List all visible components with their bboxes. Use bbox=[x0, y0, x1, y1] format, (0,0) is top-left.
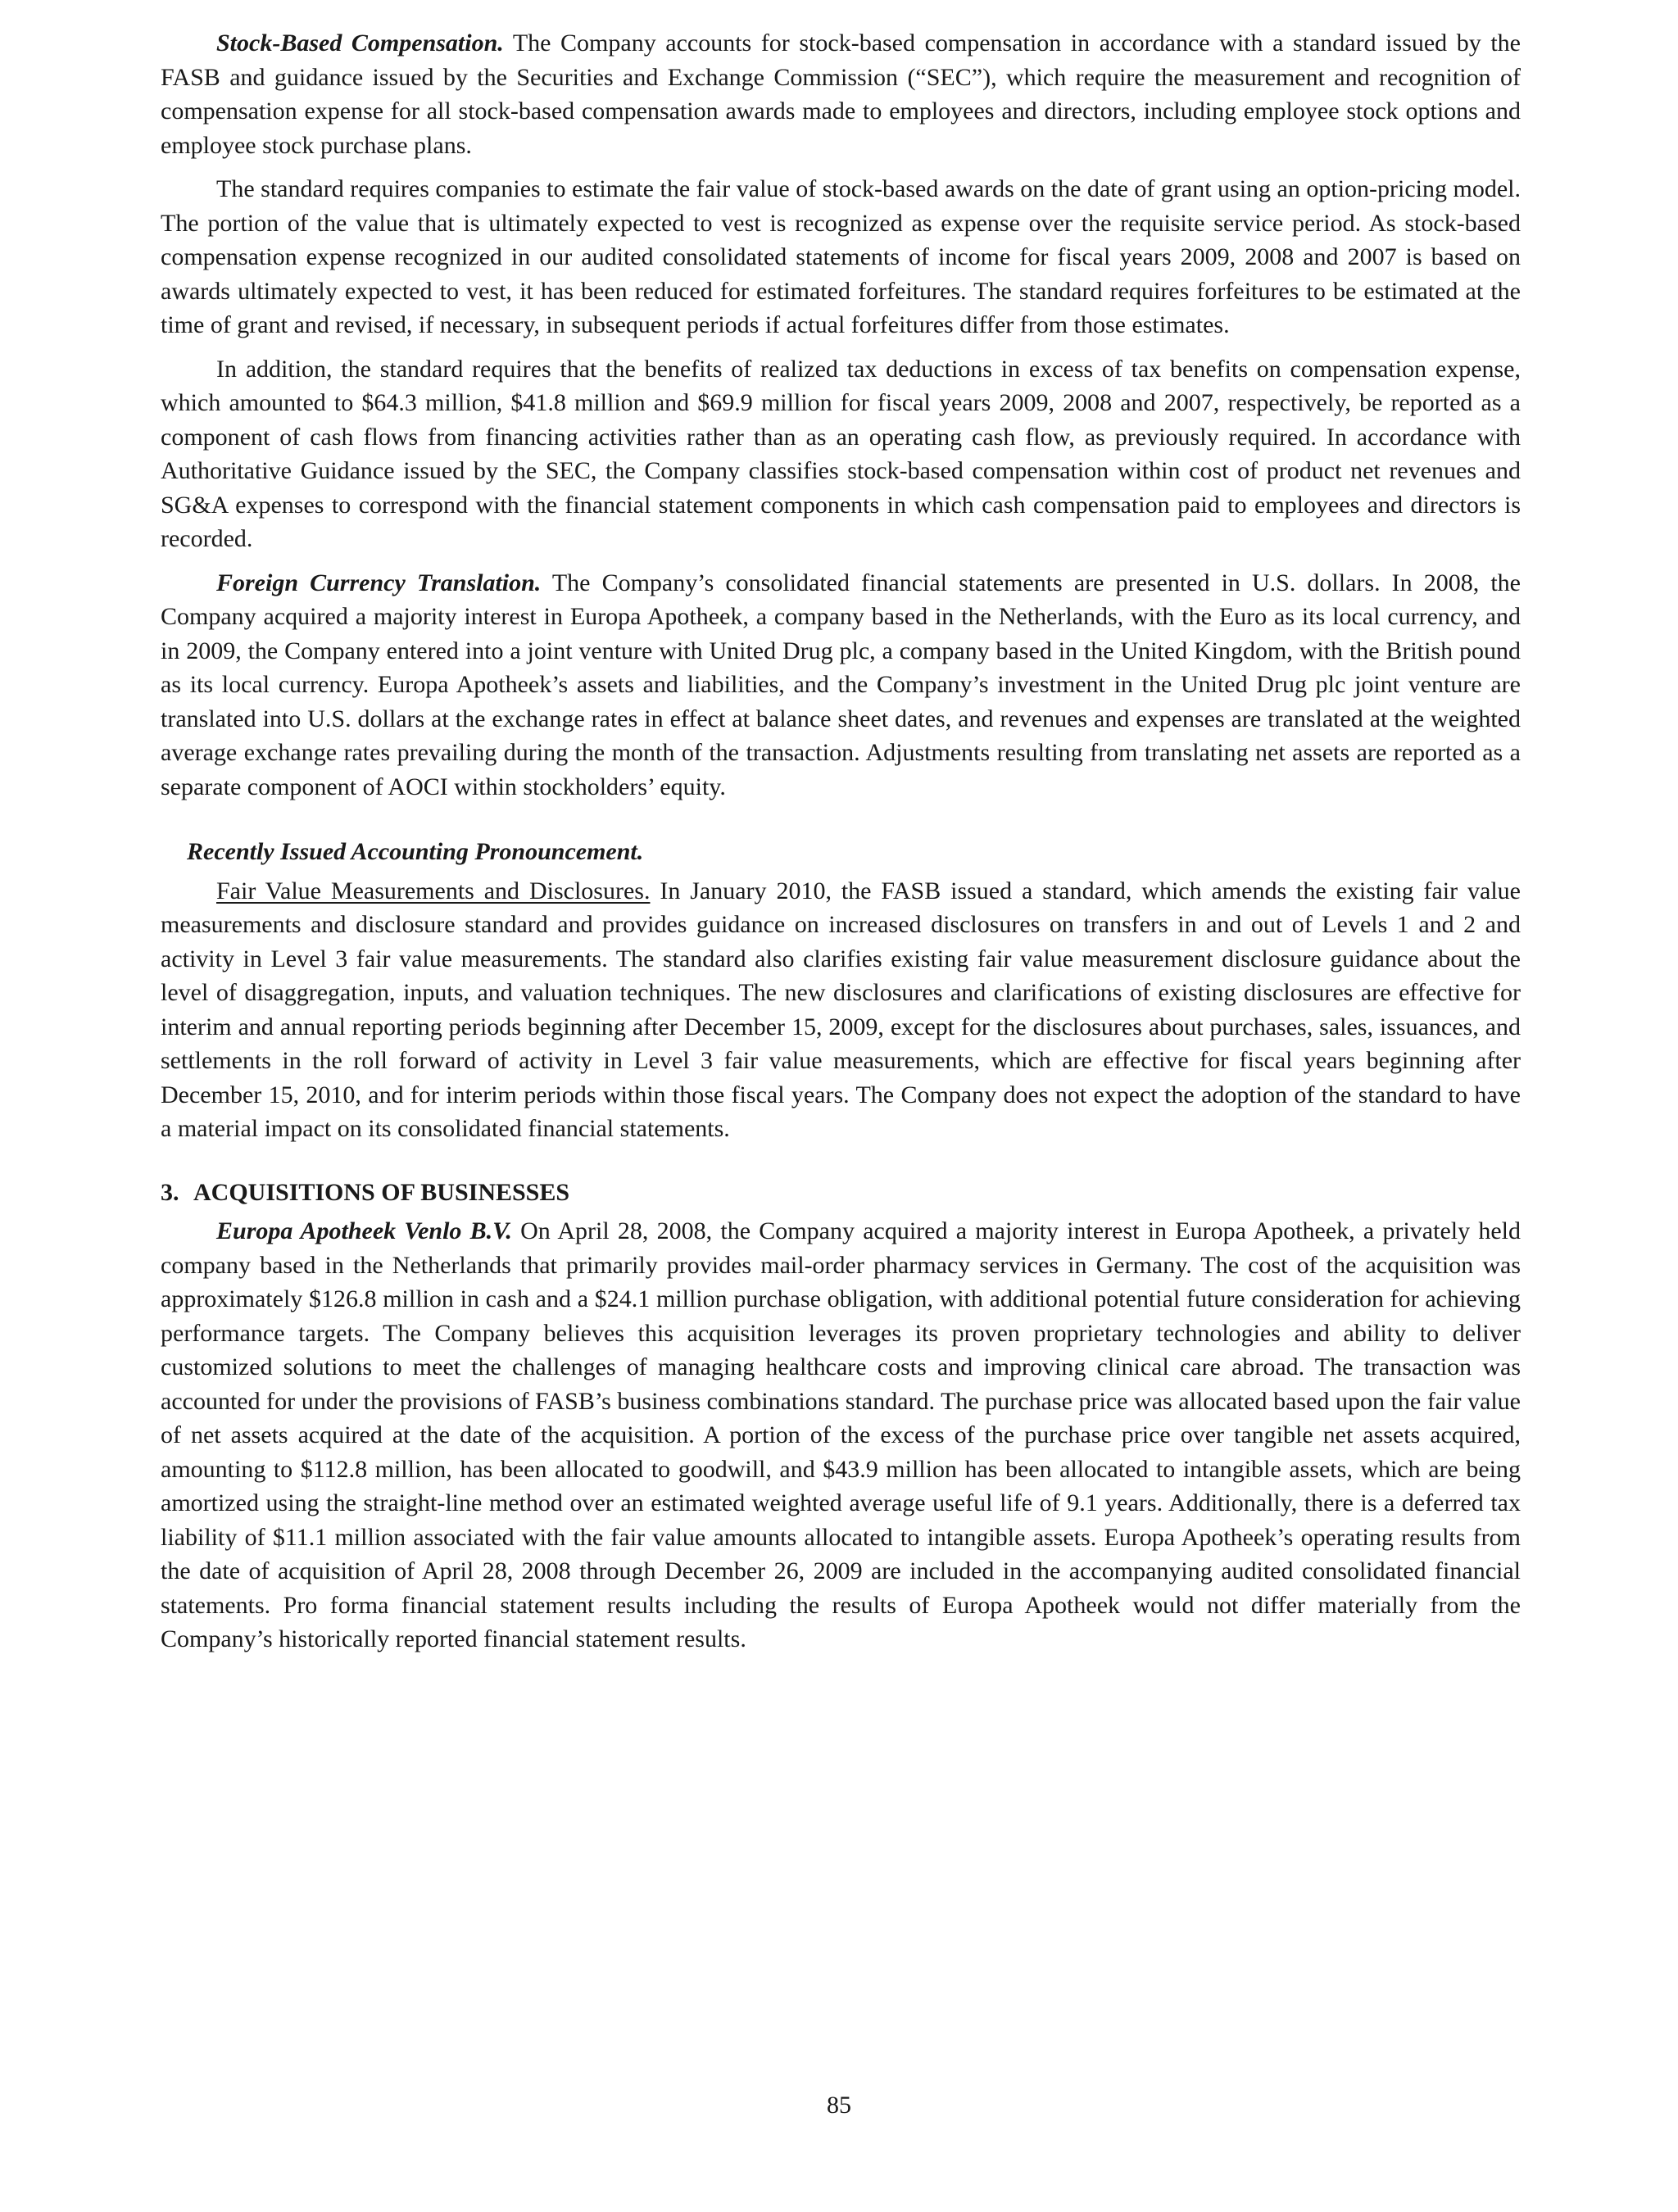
heading-recently-issued: Recently Issued Accounting Pronouncement. bbox=[187, 838, 644, 865]
text-europa-apotheek: On April 28, 2008, the Company acquired a majority interest in Europa Apotheek, a privately held company based in the Netherlands that primarily provides mail-order pharmacy services in Germany. The cost of the acquisition was approximately $126.8 million in cash and a $24.1 million purchase obligation, with additional potential future consideration for achieving performance targets. The Company believes this acquisition leverages its proven proprietary technologies and ability to deliver customized solutions to meet the challenges of managing healthcare costs and improving clinical care abroad. The transaction was accounted for under the provisions of FASB’s business combinations standard. The purchase price was allocated based upon the fair value of net assets acquired at the date of the acquisition. A portion of the excess of the purchase price over tangible net assets acquired, amounting to $112.8 million, has been allocated to goodwill, and $43.9 million has been allocated to intangible assets, which are being amortized using the straight-line method over an estimated weighted average useful life of 9.1 years. Additionally, there is a deferred tax liability of $11.1 million associated with the fair value amounts allocated to intangible assets. Europa Apotheek’s operating results from the date of acquisition of April 28, 2008 through December 26, 2009 are included in the accompanying audited consolidated financial statements. Pro forma financial statement results including the results of Europa Apotheek would not differ materially from the Company’s historically reported financial statement results. bbox=[161, 1217, 1521, 1652]
heading-stock-based-compensation: Stock-Based Compensation. bbox=[216, 29, 504, 57]
section-number: 3. bbox=[161, 1178, 179, 1206]
paragraph-foreign-currency bbox=[161, 566, 1521, 805]
text-stock-based-compensation: The Company accounts for stock-based compensation in accordance with a standard issued by the FASB and guidance issued by the Securities and Exchange Commission (“SEC”), which require the measurement and recognition of compensation expense for all stock-based compensation awards made to employees and directors, including employee stock options and employee stock purchase plans. bbox=[161, 29, 1521, 159]
paragraph-fair-value bbox=[161, 874, 1521, 1146]
paragraph-standard-requires: The standard requires companies to estimate the fair value of stock-based awards on the date of grant using an option-pricing model. The portion of the value that is ultimately expected to vest is recognized as expense over the requisite service period. As stock-based compensation expense recognized in our audited consolidated statements of income for fiscal years 2009, 2008 and 2007 is based on awards ultimately expected to vest, it has been reduced for estimated forfeitures. The standard requires forfeitures to be estimated at the time of grant and revised, if necessary, in subsequent periods if actual forfeitures differ from those estimates. bbox=[161, 175, 1521, 338]
document-page bbox=[161, 26, 1521, 1666]
paragraph-in-addition: In addition, the standard requires that the benefits of realized tax deductions in excess of tax benefits on compensation expense, which amounted to $64.3 million, $41.8 million and $69.9 million for fiscal years 2009, 2008 and 2007, respectively, be reported as a component of cash flows from financing activities rather than as an operating cash flow, as previously required. In accordance with Authoritative Guidance issued by the SEC, the Company classifies stock-based compensation within cost of product net revenues and SG&A expenses to correspond with the financial statement components in which cash compensation paid to employees and directors is recorded. bbox=[161, 355, 1521, 552]
page-number: 85 bbox=[827, 2092, 851, 2119]
paragraph-europa-apotheek bbox=[161, 1214, 1521, 1657]
heading-europa-apotheek: Europa Apotheek Venlo B.V. bbox=[216, 1217, 512, 1244]
heading-foreign-currency: Foreign Currency Translation. bbox=[216, 569, 542, 596]
text-foreign-currency: The Company’s consolidated financial statements are presented in U.S. dollars. In 2008, the Company acquired a majority interest in Europa Apotheek, a company based in the Netherlands, with the Euro as its local currency, and in 2009, the Company entered into a joint venture with United Drug plc, a company based in the United Kingdom, with the British pound as its local currency. Europa Apotheek’s assets and liabilities, and the Company’s investment in the United Drug plc joint venture are translated into U.S. dollars at the exchange rates in effect at balance sheet dates, and revenues and expenses are translated at the weighted average exchange rates prevailing during the month of the transaction. Adjustments resulting from translating net assets are reported as a separate component of AOCI within stockholders’ equity. bbox=[161, 569, 1521, 800]
section-heading-acquisitions bbox=[161, 1176, 1521, 1210]
heading-fair-value: Fair Value Measurements and Disclosures. bbox=[216, 877, 651, 904]
section-title: ACQUISITIONS OF BUSINESSES bbox=[193, 1178, 570, 1206]
paragraph-stock-based-compensation bbox=[161, 26, 1521, 162]
text-fair-value: In January 2010, the FASB issued a standard, which amends the existing fair value measurements and disclosure standard and provides guidance on increased disclosures on transfers in and out of Levels 1 and 2 and activity in Level 3 fair value measurements. The standard also clarifies existing fair value measurement disclosure guidance about the level of disaggregation, inputs, and valuation techniques. The new disclosures and clarifications of existing disclosures are effective for interim and annual reporting periods beginning after December 15, 2009, except for the disclosures about purchases, sales, issuances, and settlements in the roll forward of activity in Level 3 fair value measurements, which are effective for fiscal years beginning after December 15, 2010, and for interim periods within those fiscal years. The Company does not expect the adoption of the standard to have a material impact on its consolidated financial statements. bbox=[161, 877, 1521, 1142]
